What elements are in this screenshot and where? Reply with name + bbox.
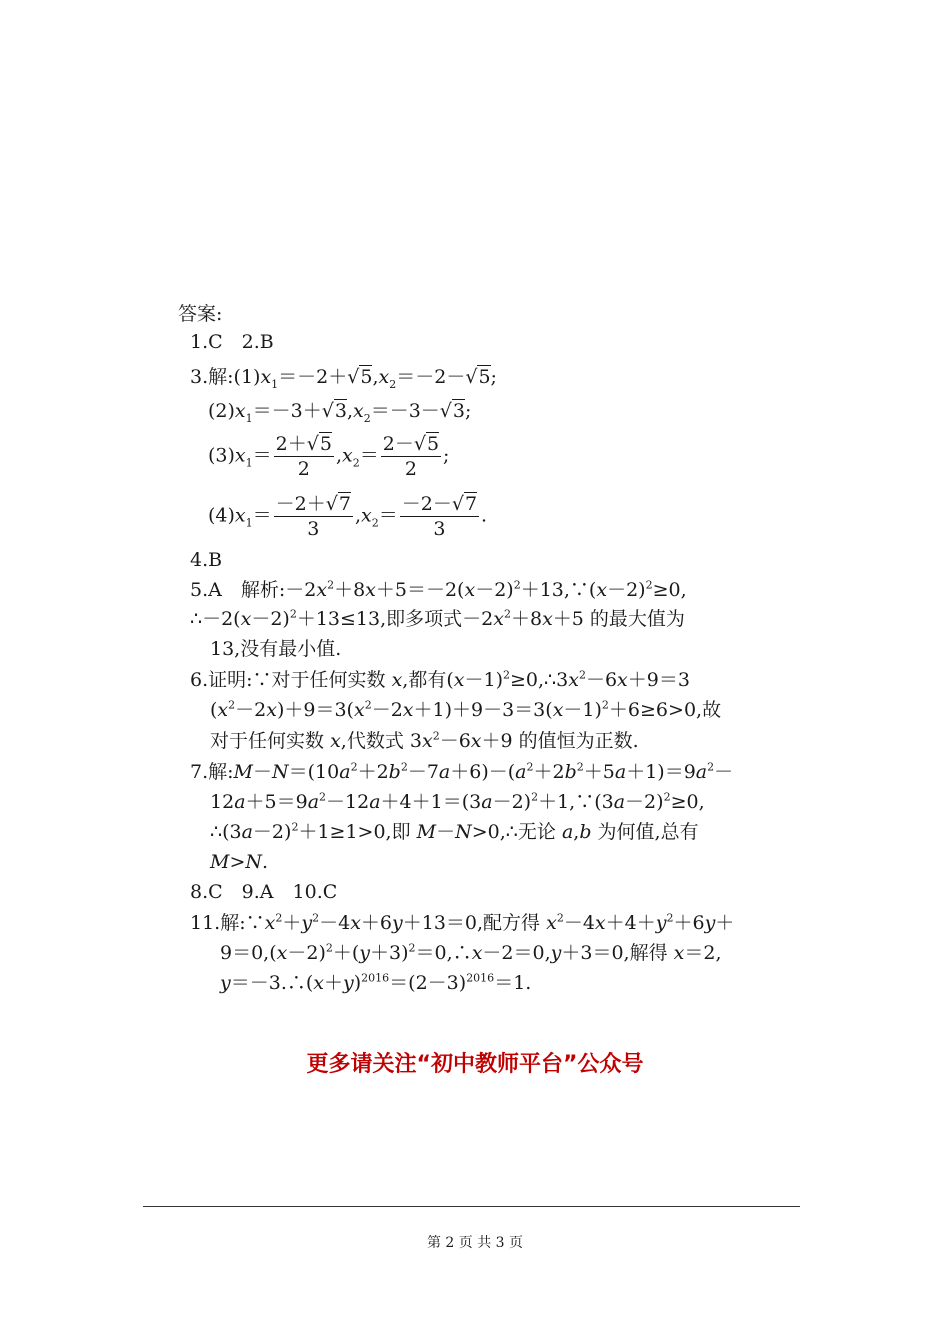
answer-5-line-3: 13,没有最小值.	[210, 638, 342, 660]
answer-7-line-4: M>N.	[210, 851, 269, 873]
answer-3-line-1: 3.解$:(1)x_1=-2+√5,x_2=-2-√5$;	[190, 366, 497, 391]
answer-11-line-1: 11.解$:\because x^2+y^2-4x+6y+13=0$,配方得 $x^2-4x+4+y^2+6y+$	[190, 911, 735, 934]
answer-11-line-2: $9=0,(x-2)^2+(y+3)^2=0,\therefore x-2=0,y+3=0$,解得 x＝2,	[220, 941, 722, 964]
answer-7-line-3: $\therefore(3a-2)^2+1\ge 1>0$,即 M－N>0,∴无论 a,b 为何值,总有	[210, 820, 699, 843]
answer-5-line-2: $\therefore-2(x-2)^2+13\le 13$,即多项式$-2x^2+8x+5$ 的最大值为	[190, 607, 685, 630]
answer-1-2: 1.C 2.B	[190, 331, 274, 353]
answer-6-line-1: 6.证明:∵对于任何实数 x,都有$(x-1)^2\ge 0,\therefore 3x^2-6x+9=3$	[190, 668, 690, 691]
answer-6-line-2: $(x^2-2x)+9=3(x^2-2x+1)+9-3=3(x-1)^2+6\ge 6>0$,故	[210, 698, 722, 721]
answer-4: 4.B	[190, 549, 223, 571]
answer-3-line-3: $(3)x_1=$ $\frac{2+√5}{2}$ $,x_2=$ $\frac{2-√5}{2}$ ;	[208, 433, 450, 480]
page-number: 第 2 页 共 3 页	[426, 1235, 524, 1251]
answer-5-line-1: 5.A 解析$:-2x^2+8x+5=-2(x-2)^2+13,\because(x-2)^2\ge 0$,	[190, 578, 687, 601]
answer-6-line-3: 对于任何实数 x,代数式 $3x^2-6x+9$ 的值恒为正数.	[210, 729, 639, 752]
answer-3-line-4: $(4)x_1=$ $\frac{-2+√7}{3}$ $,x_2=$ $\frac{-2-√7}{3}$ .	[208, 493, 488, 540]
answer-3-line-2: $(2)x_1=-3+√3,x_2=-3-√3$;	[208, 400, 472, 425]
answers-heading: 答案:	[178, 303, 223, 325]
answer-7-line-2: $12a+5=9a^2-12a+4+1=(3a-2)^2+1,\because(3a-2)^2\ge 0$,	[210, 790, 705, 813]
answer-7-line-1: 7.解$:M-N=(10a^2+2b^2-7a+6)-(a^2+2b^2+5a+1)=9a^2-$	[190, 760, 734, 783]
answer-11-line-3: $y=-3.\therefore(x+y)^{2016}=(2-3)^{2016}=1$.	[220, 971, 532, 994]
answer-8-10: 8.C 9.A 10.C	[190, 881, 338, 903]
footer-divider	[143, 1206, 800, 1207]
promo-text: 更多请关注“初中教师平台”公众号	[306, 1052, 644, 1077]
